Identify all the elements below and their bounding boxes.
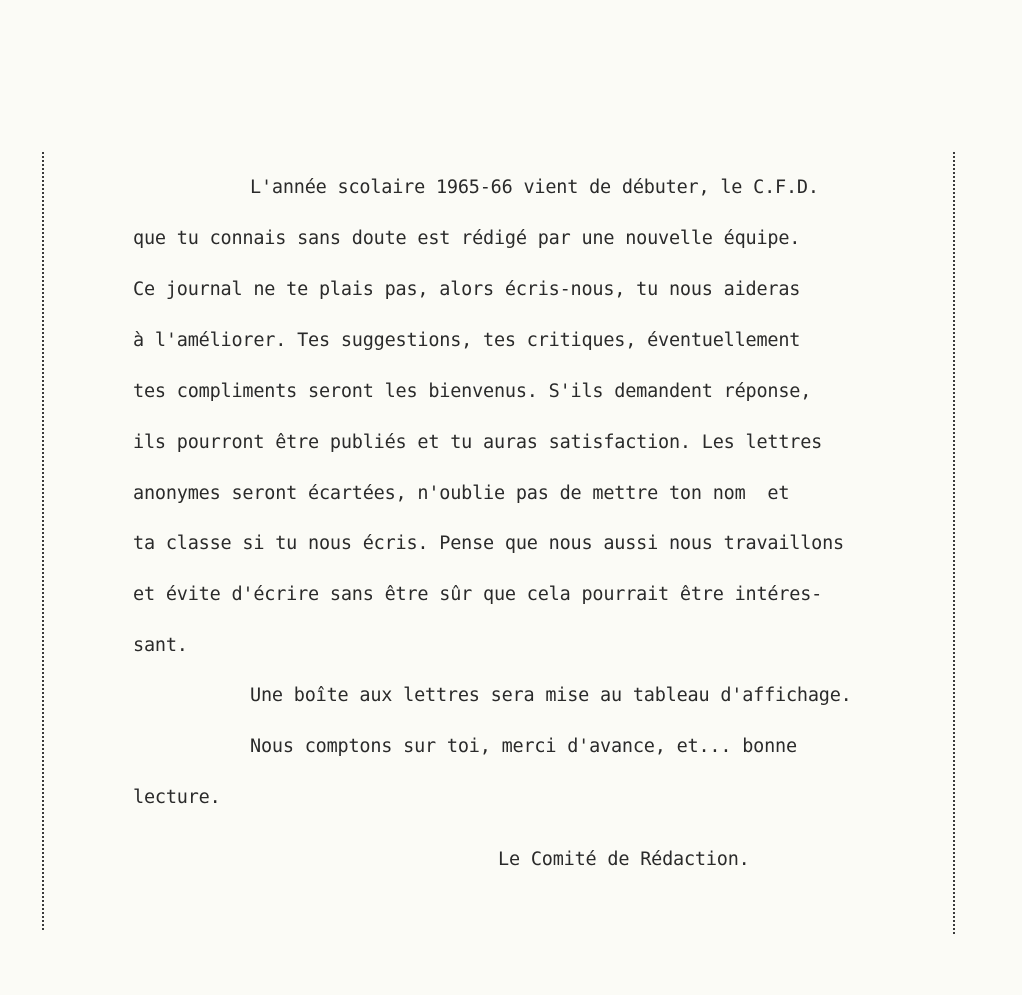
letter-line-6: ils pourront être publiés et tu auras satisfaction. Les lettres — [133, 432, 823, 453]
letter-line-8: ta classe si tu nous écris. Pense que nous aussi nous travaillons — [133, 533, 844, 554]
letter-line-2: que tu connais sans doute est rédigé par une nouvelle équipe. — [133, 228, 801, 249]
right-margin-rule — [953, 152, 955, 934]
letter-line-1: L'année scolaire 1965-66 vient de débuter, le C.F.D. — [250, 177, 819, 198]
letter-line-3: Ce journal ne te plais pas, alors écris-nous, tu nous aideras — [133, 279, 801, 300]
letter-line-11: Une boîte aux lettres sera mise au tableau d'affichage. — [250, 685, 852, 706]
left-margin-rule — [42, 152, 44, 930]
letter-line-10: sant. — [133, 635, 188, 656]
letter-line-7: anonymes seront écartées, n'oublie pas de mettre ton nom et — [133, 483, 790, 504]
letter-line-13: lecture. — [133, 787, 221, 808]
letter-line-5: tes compliments seront les bienvenus. S'ils demandent réponse, — [133, 381, 812, 402]
signature: Le Comité de Rédaction. — [498, 849, 750, 870]
letter-line-12: Nous comptons sur toi, merci d'avance, et... bonne — [250, 736, 797, 757]
letter-line-4: à l'améliorer. Tes suggestions, tes critiques, éventuellement — [133, 330, 801, 351]
letter-line-9: et évite d'écrire sans être sûr que cela pourrait être intéres- — [133, 584, 823, 605]
